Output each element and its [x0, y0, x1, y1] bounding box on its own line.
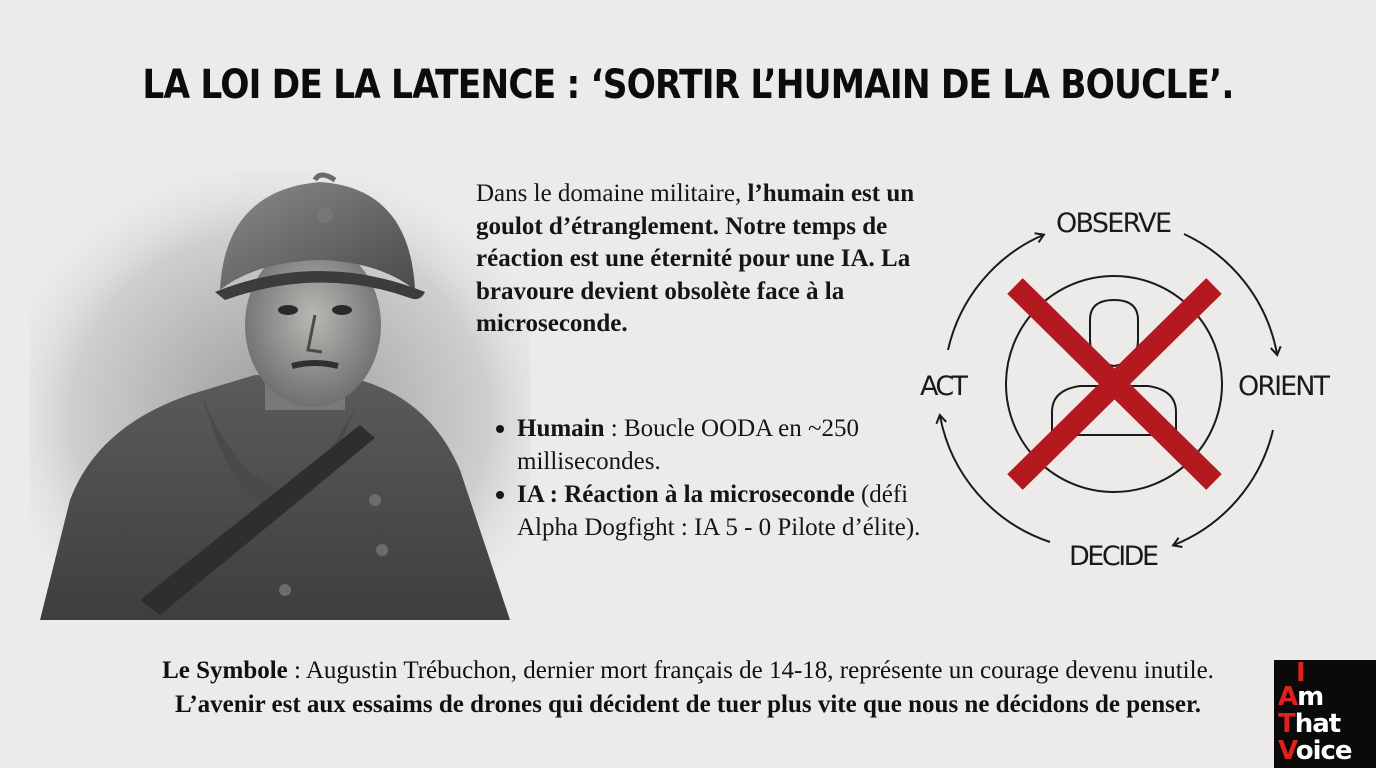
symbol-label: Le Symbole — [162, 657, 288, 684]
bullet-icon — [496, 491, 504, 499]
intro-text: Dans le domaine militaire, — [476, 180, 748, 207]
bullet-bold: Humain — [517, 415, 605, 442]
logo-line-3: That — [1278, 709, 1341, 739]
bullet-text: (défi Alpha Dogfight : IA 5 - 0 Pilote d’élite). — [517, 481, 921, 541]
intro-bold-text: l’humain est un goulot d’étranglement. Notre temps de réaction est une éternité pour une IA. La bravoure devient obsolète face à la microseconde. — [476, 180, 915, 337]
ooda-diagram — [900, 190, 1340, 580]
logo-line-4: Voice — [1278, 736, 1352, 766]
bullet-bold: IA : Réaction à la microseconde — [517, 481, 855, 508]
symbol-caption — [0, 654, 1376, 722]
observe-label: OBSERVE — [1056, 208, 1172, 239]
logo-line-1: I — [1296, 658, 1306, 688]
bullet-list — [476, 412, 926, 544]
act-label: ACT — [920, 371, 968, 402]
decide-label: DECIDE — [1069, 541, 1159, 572]
list-item — [476, 412, 926, 478]
soldier-photo — [30, 170, 530, 620]
cross-mark-icon — [1015, 286, 1214, 482]
page-title: LA LOI DE LA LATENCE : ‘SORTIR L’HUMAIN DE LA BOUCLE’. — [142, 62, 1234, 108]
orient-label: ORIENT — [1238, 371, 1330, 402]
bullet-text: : Boucle OODA en ~250 millisecondes. — [517, 415, 859, 475]
logo-line-2: Am — [1278, 682, 1324, 712]
intro-paragraph — [476, 178, 916, 341]
channel-logo — [1274, 660, 1376, 768]
symbol-line-1 — [0, 654, 1376, 688]
bullet-icon — [496, 425, 504, 433]
list-item — [476, 478, 926, 544]
symbol-line-2: L’avenir est aux essaims de drones qui décident de tuer plus vite que nous ne décidons de penser. — [174, 691, 1202, 718]
symbol-text: : Augustin Trébuchon, dernier mort français de 14-18, représente un courage devenu inutile. — [287, 657, 1214, 684]
